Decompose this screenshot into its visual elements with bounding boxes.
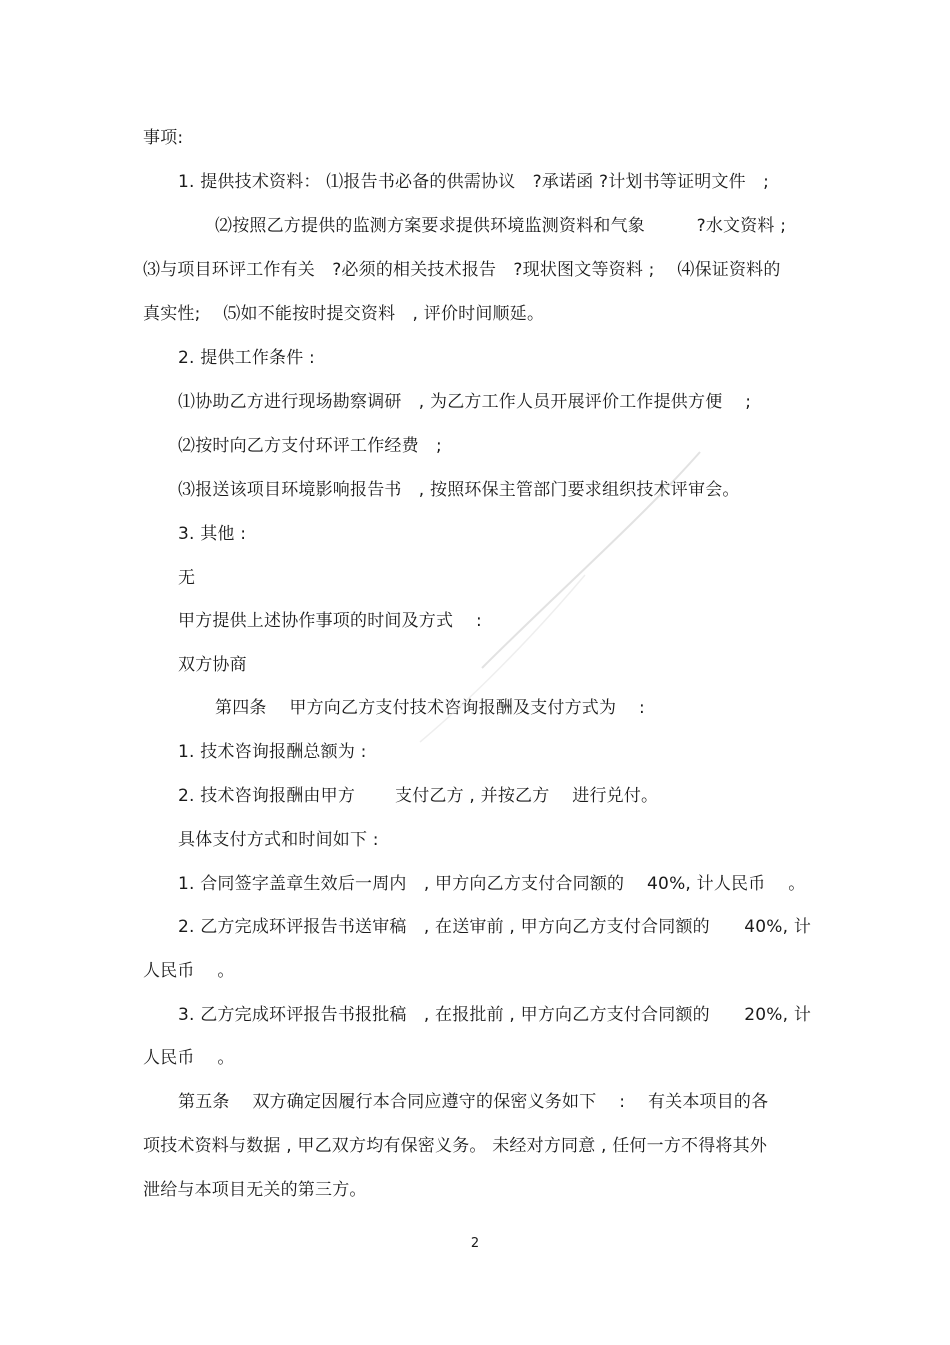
line-authenticity: 真实性; ⑸如不能按时提交资料 , 评价时间顺延。 bbox=[143, 304, 545, 324]
line-pay-funds: ⑵按时向乙方支付环评工作经费 ; bbox=[178, 436, 442, 456]
line-related-reports: ⑶与项目环评工作有关 ?必须的相关技术报告 ?现状图文等资料 ; ⑷保证资料的 bbox=[143, 260, 781, 280]
line-total-fee: 1. 技术咨询报酬总额为 : bbox=[178, 742, 367, 762]
line-monitoring-data: ⑵按照乙方提供的监测方案要求提供环境监测资料和气象 ?水文资料 ; bbox=[215, 216, 787, 236]
line-site-survey: ⑴协助乙方进行现场勘察调研 , 为乙方工作人员开展评价工作提供方便 ; bbox=[178, 392, 752, 412]
line-payment-schedule: 具体支付方式和时间如下 : bbox=[178, 830, 379, 850]
line-payment-3-cont: 人民币 。 bbox=[143, 1048, 235, 1068]
line-payment-3: 3. 乙方完成环评报告书报批稿 , 在报批前 , 甲方向乙方支付合同额的 20%, 计 bbox=[178, 1005, 812, 1025]
line-payment-1: 1. 合同签字盖章生效后一周内 , 甲方向乙方支付合同额的 40%, 计人民币 。 bbox=[178, 874, 806, 894]
line-article-four: 第四条 甲方向乙方支付技术咨询报酬及支付方式为 : bbox=[215, 698, 645, 718]
line-submit-report: ⑶报送该项目环境影响报告书 , 按照环保主管部门要求组织技术评审会。 bbox=[178, 480, 740, 500]
line-mutual-consultation: 双方协商 bbox=[178, 655, 247, 675]
line-third-party: 泄给与本项目无关的第三方。 bbox=[143, 1180, 367, 1200]
page-number: 2 bbox=[470, 1236, 480, 1251]
line-none: 无 bbox=[178, 568, 196, 588]
line-matters: 事项: bbox=[143, 128, 184, 148]
line-payment-2-cont: 人民币 。 bbox=[143, 961, 235, 981]
line-fee-payment: 2. 技术咨询报酬由甲方 支付乙方 , 并按乙方 进行兑付。 bbox=[178, 786, 659, 806]
line-article-five: 第五条 双方确定因履行本合同应遵守的保密义务如下 : 有关本项目的各 bbox=[178, 1092, 769, 1112]
line-tech-data: 1. 提供技术资料： ⑴报告书必备的供需协议 ?承诺函 ?计划书等证明文件 ; bbox=[178, 172, 770, 192]
line-work-conditions: 2. 提供工作条件 : bbox=[178, 348, 315, 368]
line-other: 3. 其他 : bbox=[178, 524, 247, 544]
line-payment-2: 2. 乙方完成环评报告书送审稿 , 在送审前 , 甲方向乙方支付合同额的 40%, 计 bbox=[178, 917, 812, 937]
line-confidentiality: 项技术资料与数据 , 甲乙双方均有保密义务。 未经对方同意 , 任何一方不得将其外 bbox=[143, 1136, 768, 1156]
line-time-method: 甲方提供上述协作事项的时间及方式 : bbox=[178, 611, 482, 631]
